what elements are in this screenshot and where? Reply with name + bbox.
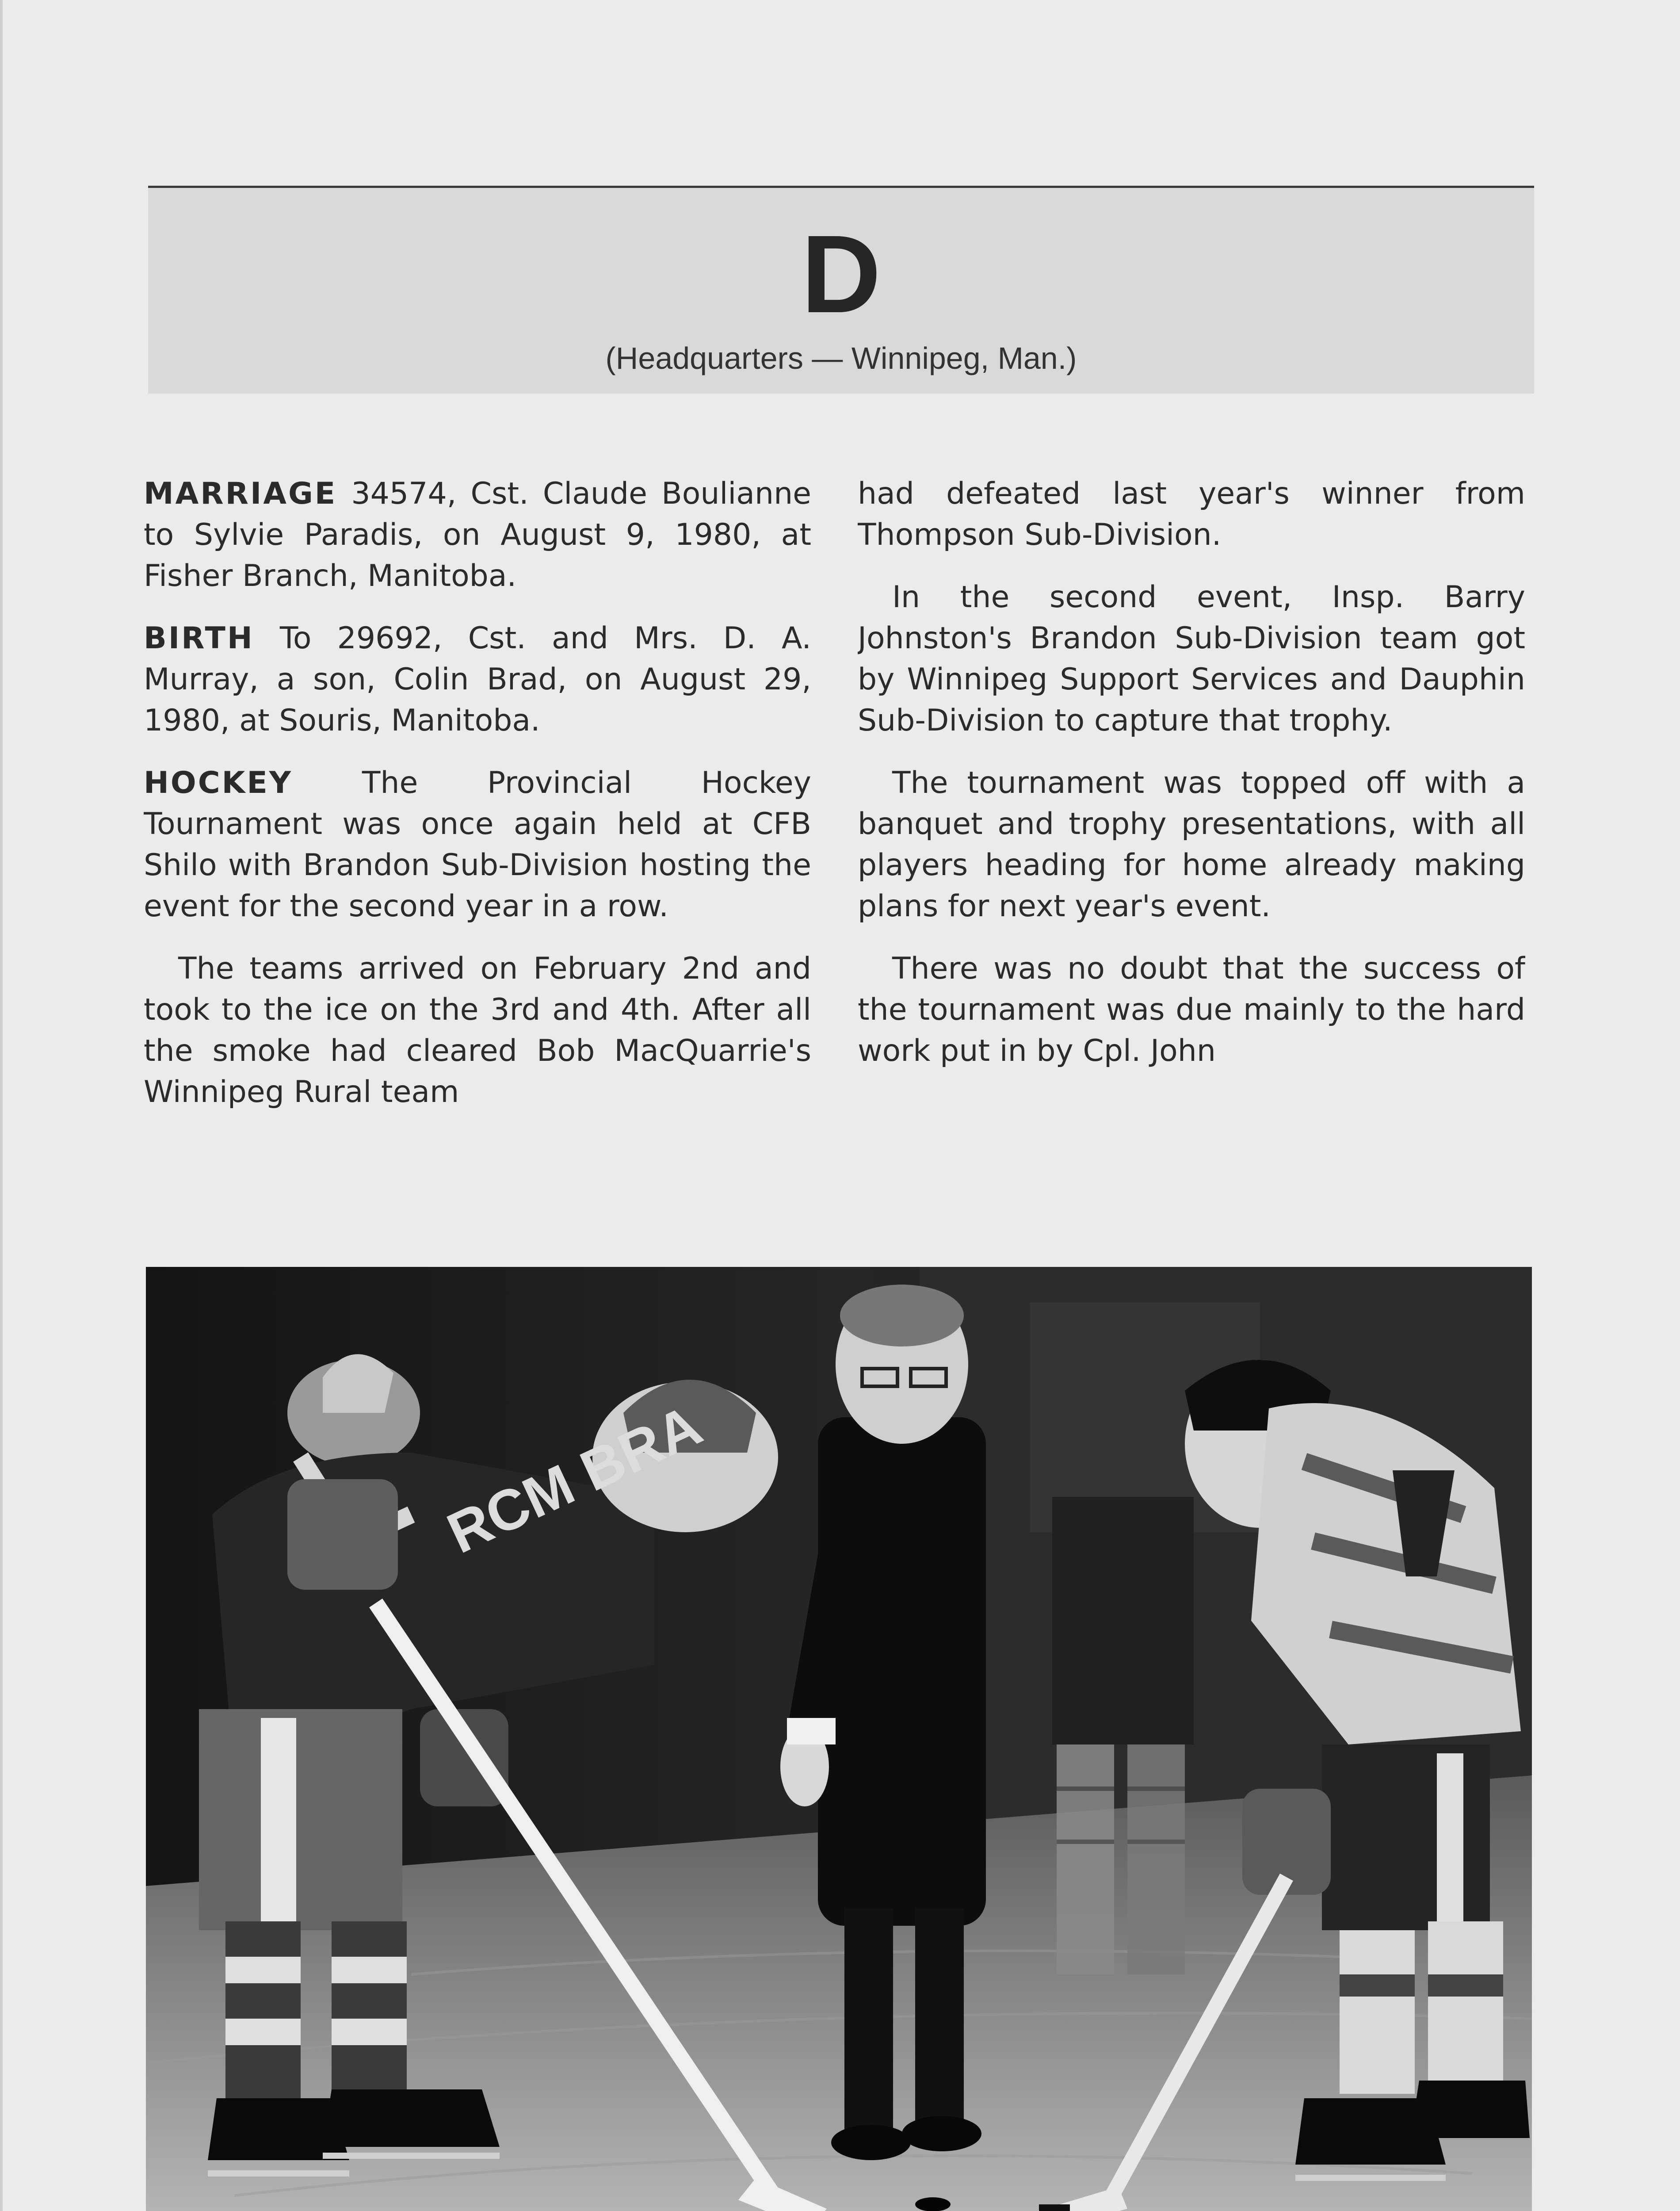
right-column xyxy=(858,473,1525,1176)
right-paragraph-1: had defeated last year's winner from Thompson Sub-Division. xyxy=(858,476,1525,552)
division-letter: D xyxy=(801,212,881,336)
hockey-heading: HOCKEY xyxy=(144,765,293,800)
puck xyxy=(915,2197,951,2211)
page-edge xyxy=(0,0,3,2211)
hockey-faceoff-photo xyxy=(146,1267,1532,2211)
marriage-paragraph xyxy=(144,473,811,597)
marriage-text: 34574, Cst. Claude Boulianne to Sylvie Paradis, on August 9, 1980, at Fisher Branch, Manitoba. xyxy=(144,476,811,593)
birth-heading: BIRTH xyxy=(144,621,254,656)
hockey-text: The Provincial Hockey Tournament was once again held at CFB Shilo with Brandon Sub-Division hosting the event for the second year in a row. xyxy=(144,765,811,924)
right-paragraph-2: In the second event, Insp. Barry Johnston's Brandon Sub-Division team got by Winnipeg Support Services and Dauphin Sub-Division to capture that trophy. xyxy=(858,580,1525,738)
marriage-heading: MARRIAGE xyxy=(144,476,337,511)
jersey-lettering: RCM BRA xyxy=(438,1392,711,1566)
right-paragraph-4: There was no doubt that the success of the tournament was due mainly to the hard work put in by Cpl. John xyxy=(858,951,1525,1068)
birth-text: To 29692, Cst. and Mrs. D. A. Murray, a son, Colin Brad, on August 29, 1980, at Souris, Manitoba. xyxy=(144,621,811,738)
right-paragraph-3: The tournament was topped off with a banquet and trophy presentations, with all players heading for home already making plans for next year's event. xyxy=(858,765,1525,924)
teams-paragraph: The teams arrived on February 2nd and took to the ice on the 3rd and 4th. After all the smoke had cleared Bob MacQuarrie's Winnipeg Rural team xyxy=(144,951,811,1109)
hockey-paragraph xyxy=(144,762,811,927)
birth-paragraph xyxy=(144,618,811,741)
division-subtitle: (Headquarters — Winnipeg, Man.) xyxy=(605,341,1077,375)
left-column xyxy=(144,473,811,1176)
section-header xyxy=(148,186,1534,394)
